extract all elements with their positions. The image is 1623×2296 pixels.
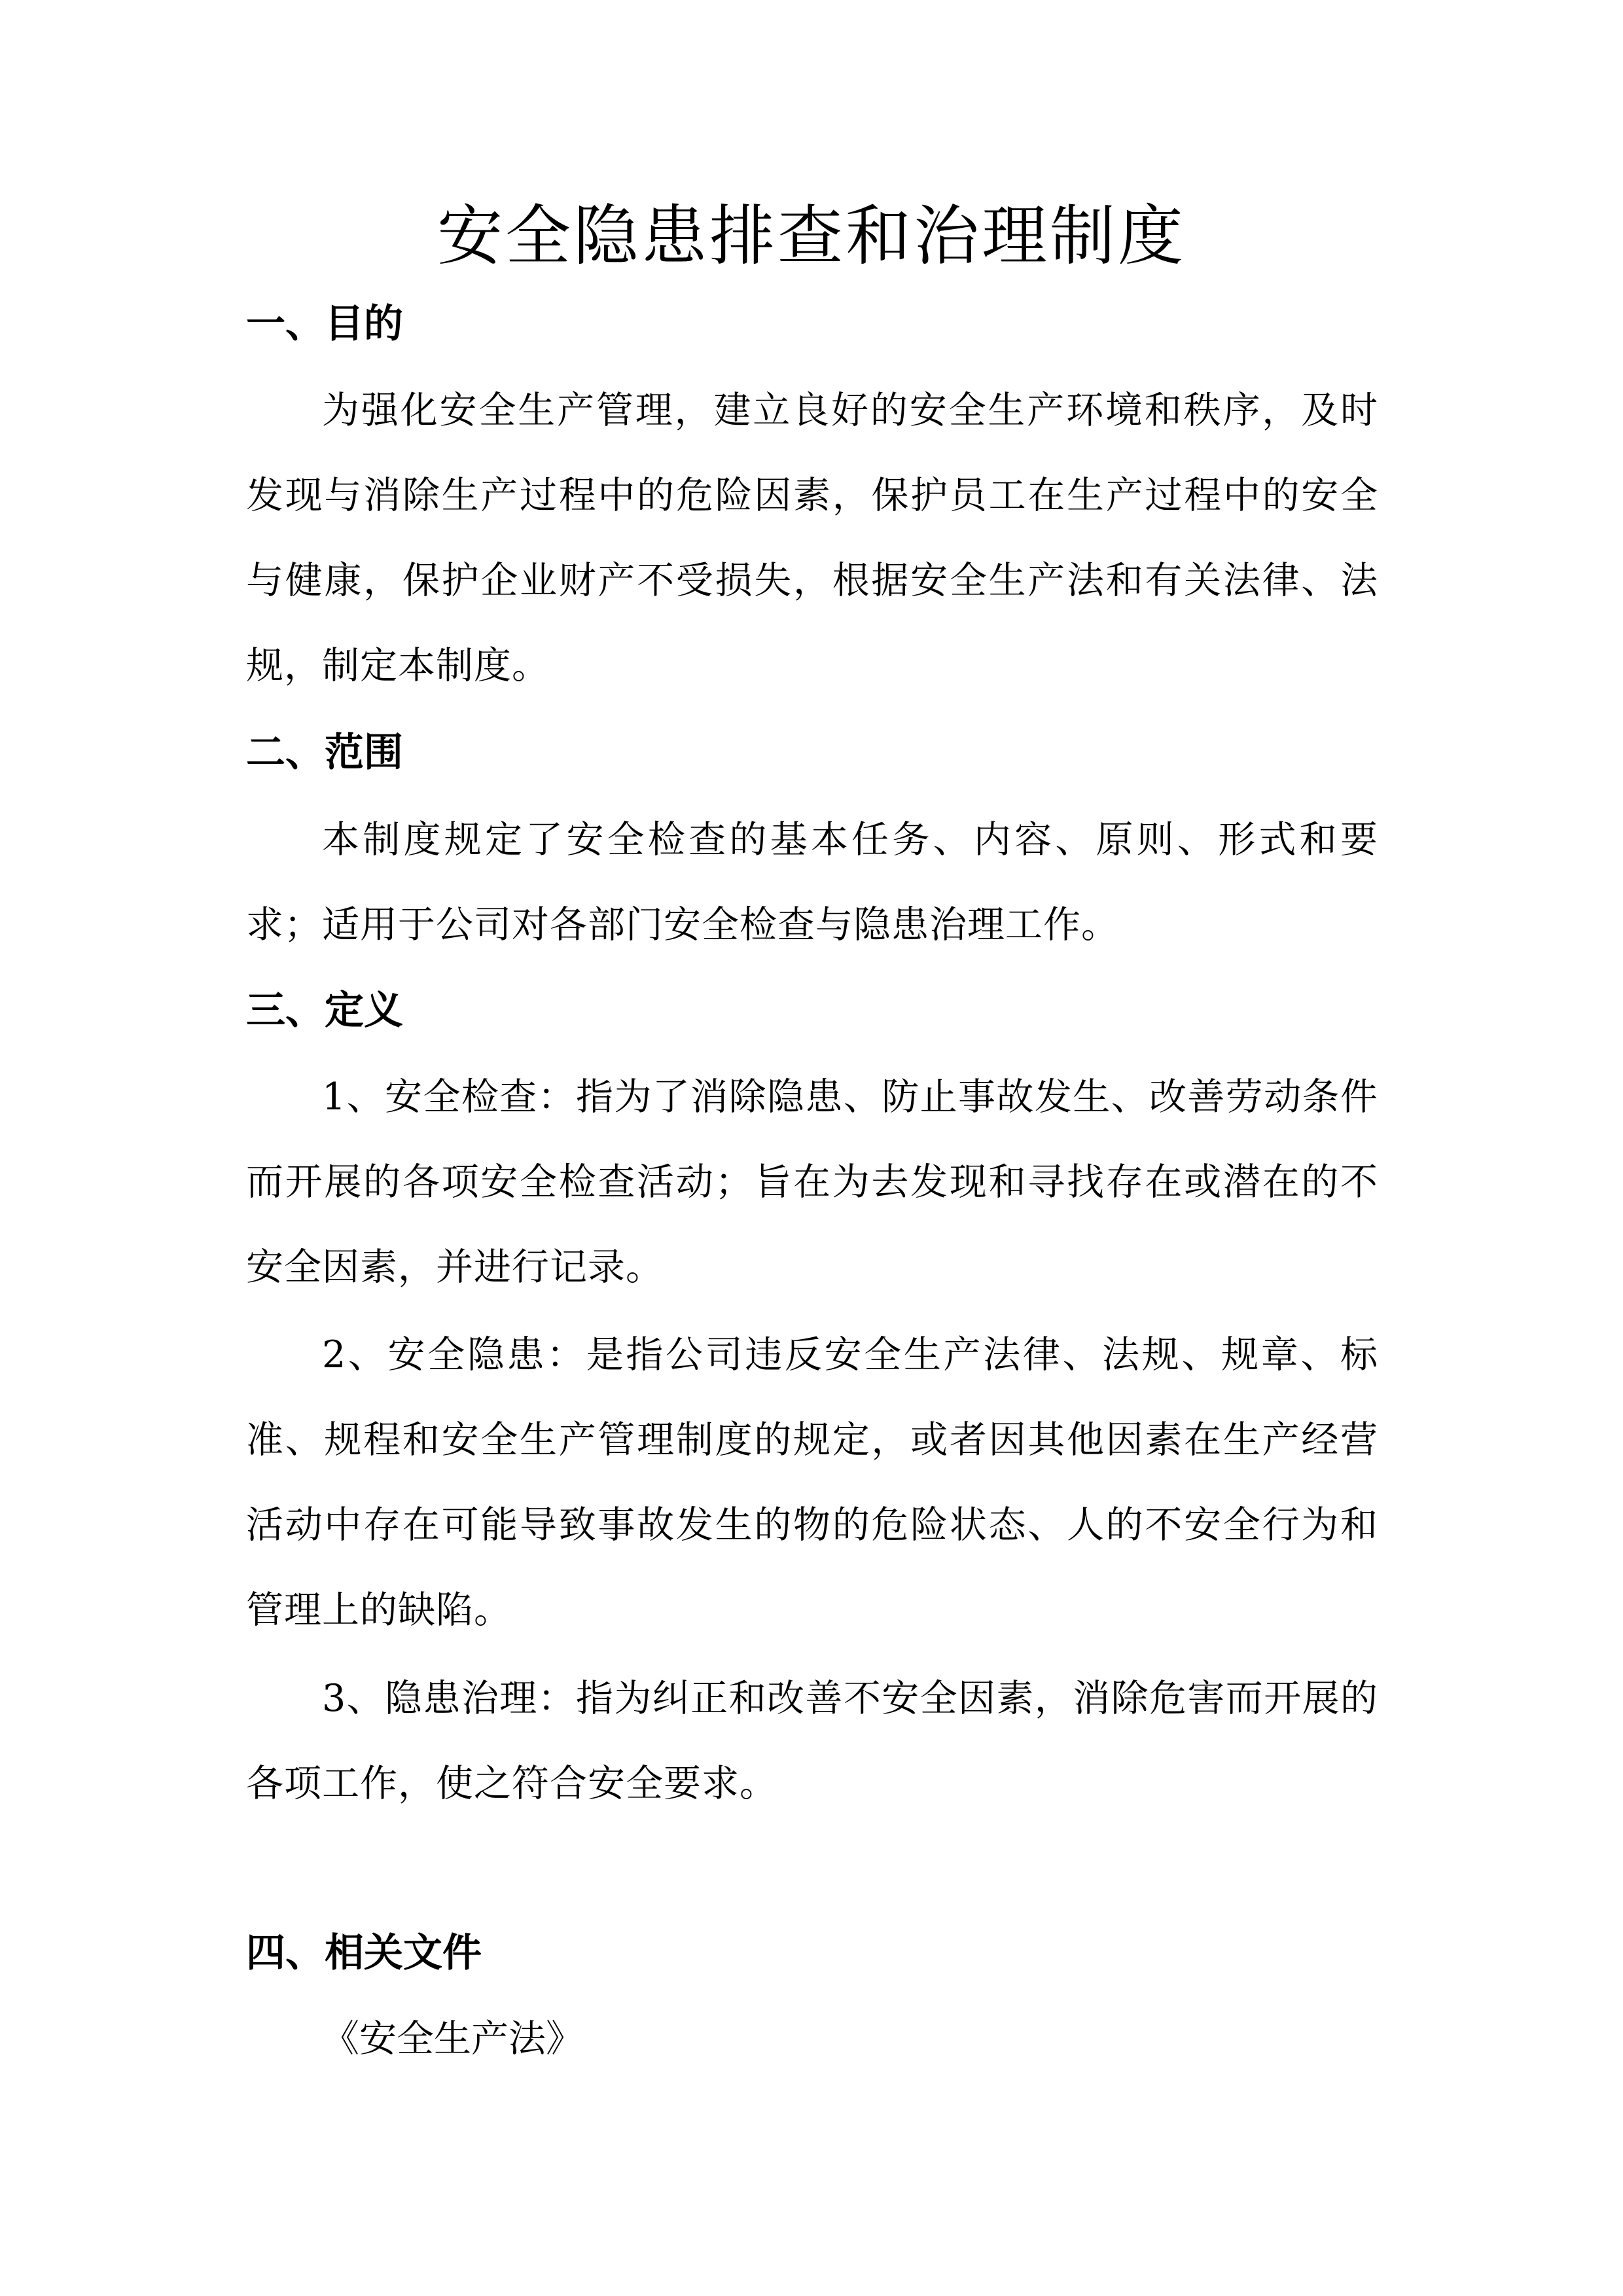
section-heading-definitions: 三、定义 xyxy=(246,988,403,1033)
paragraph-definition-hazard-governance: 3、隐患治理：指为纠正和改善不安全因素，消除危害而开展的各项工作，使之符合安全要求。 xyxy=(246,1677,1378,1805)
section-heading-purpose: 一、目的 xyxy=(246,301,403,347)
paragraph-definition-safety-check: 1、安全检查：指为了消除隐患、防止事故发生、改善劳动条件而开展的各项安全检查活动；旨在为去发现和寻找存在或潜在的不安全因素，并进行记录。 xyxy=(246,1075,1378,1289)
section-heading-scope: 二、范围 xyxy=(246,730,403,776)
document-title: 安全隐患排查和治理制度 xyxy=(437,198,1186,274)
related-document-item: 《安全生产法》 xyxy=(322,2017,583,2060)
paragraph-purpose: 为强化安全生产管理，建立良好的安全生产环境和秩序，及时发现与消除生产过程中的危险因素，保护员工在生产过程中的安全与健康，保护企业财产不受损失，根据安全生产法和有关法律、法规，制定本制度。 xyxy=(246,389,1378,687)
paragraph-definition-safety-hazard: 2、安全隐患：是指公司违反安全生产法律、法规、规章、标准、规程和安全生产管理制度的规定，或者因其他因素在生产经营活动中存在可能导致事故发生的物的危险状态、人的不安全行为和管理上的缺陷。 xyxy=(246,1333,1378,1632)
section-heading-related-documents: 四、相关文件 xyxy=(246,1930,482,1976)
paragraph-scope: 本制度规定了安全检查的基本任务、内容、原则、形式和要求；适用于公司对各部门安全检查与隐患治理工作。 xyxy=(246,818,1378,946)
